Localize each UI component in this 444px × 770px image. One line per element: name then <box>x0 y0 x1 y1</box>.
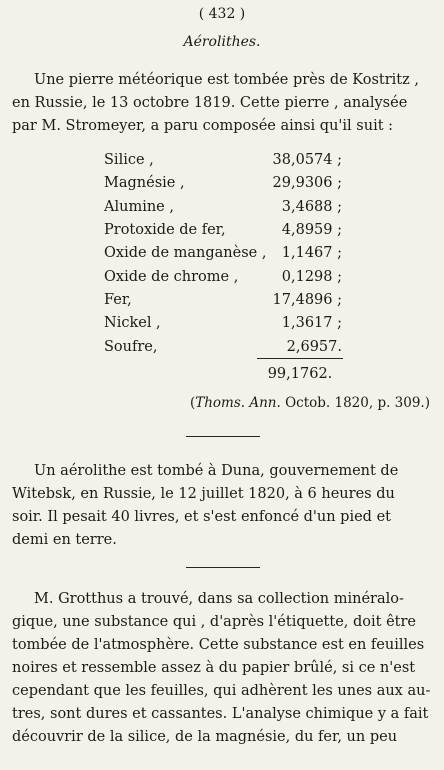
table-row <box>104 335 344 358</box>
component-name: Oxide de chrome , <box>104 268 239 285</box>
sum-rule <box>257 358 343 359</box>
text-line: noires et ressemble assez à du papier brûlé, si ce n'est <box>12 660 416 676</box>
table-row <box>104 265 344 288</box>
component-value: 0,1298 ; <box>281 268 342 285</box>
text-line: tres, sont dures et cassantes. L'analyse chimique y a fait <box>12 706 429 722</box>
text-line: demi en terre. <box>12 532 117 548</box>
page-number: ( 432 ) <box>198 6 246 22</box>
component-value: 3,4688 ; <box>281 198 342 215</box>
paragraph-duna <box>12 460 432 552</box>
section-title: Aérolithes. <box>183 34 261 50</box>
component-value: 29,9306 ; <box>272 175 342 192</box>
text-line: gique, une substance qui , d'après l'étiquette, doit être <box>12 614 417 630</box>
component-value: 2,6957. <box>286 338 342 355</box>
component-name: Protoxide de fer, <box>104 222 226 239</box>
paragraph-grotthus <box>12 588 432 749</box>
text-line: en Russie, le 13 octobre 1819. Cette pierre , analysée <box>12 95 408 111</box>
component-name: Alumine , <box>104 198 174 215</box>
component-name: Silice , <box>104 152 154 169</box>
component-name: Fer, <box>104 291 132 308</box>
section-separator <box>186 567 260 568</box>
table-row <box>104 219 344 242</box>
text-line: par M. Stromeyer, a paru composée ainsi qu'il suit : <box>12 118 394 134</box>
paragraph-kostritz <box>12 69 432 138</box>
component-value: 17,4896 ; <box>272 291 342 308</box>
text-line: cependant que les feuilles, qui adhèrent les unes aux au- <box>12 683 431 699</box>
text-line: M. Grotthus a trouvé, dans sa collection minéralo- <box>34 591 404 607</box>
component-name: Magnésie , <box>104 175 185 192</box>
component-value: 1,1467 ; <box>281 245 342 262</box>
citation-source: Thoms. Ann. <box>195 395 281 411</box>
table-row <box>104 172 344 195</box>
component-value: 38,0574 ; <box>272 152 342 169</box>
text-line: découvrir de la silice, de la magnésie, du fer, un peu <box>12 729 398 745</box>
total-value: 99,1762. <box>267 366 333 382</box>
citation <box>190 395 430 411</box>
component-name: Soufre, <box>104 338 158 355</box>
component-name: Nickel , <box>104 315 161 332</box>
text-line: soir. Il pesait 40 livres, et s'est enfoncé d'un pied et <box>12 509 391 525</box>
text-line: Witebsk, en Russie, le 12 juillet 1820, à 6 heures du <box>12 486 395 502</box>
text-line: Une pierre météorique est tombée près de Kostritz , <box>34 72 419 88</box>
section-separator <box>186 436 260 437</box>
table-row <box>104 196 344 219</box>
table-row <box>104 289 344 312</box>
table-row <box>104 149 344 172</box>
table-row <box>104 312 344 335</box>
citation-open: ( <box>189 395 196 411</box>
component-value: 1,3617 ; <box>281 315 342 332</box>
table-row <box>104 242 344 265</box>
text-line: tombée de l'atmosphère. Cette substance est en feuilles <box>12 637 425 653</box>
citation-rest: Octob. 1820, p. 309.) <box>285 395 430 411</box>
text-line: Un aérolithe est tombé à Duna, gouvernement de <box>34 463 399 479</box>
component-value: 4,8959 ; <box>281 222 342 239</box>
composition-table <box>104 149 344 359</box>
component-name: Oxide de manganèse , <box>104 245 267 262</box>
